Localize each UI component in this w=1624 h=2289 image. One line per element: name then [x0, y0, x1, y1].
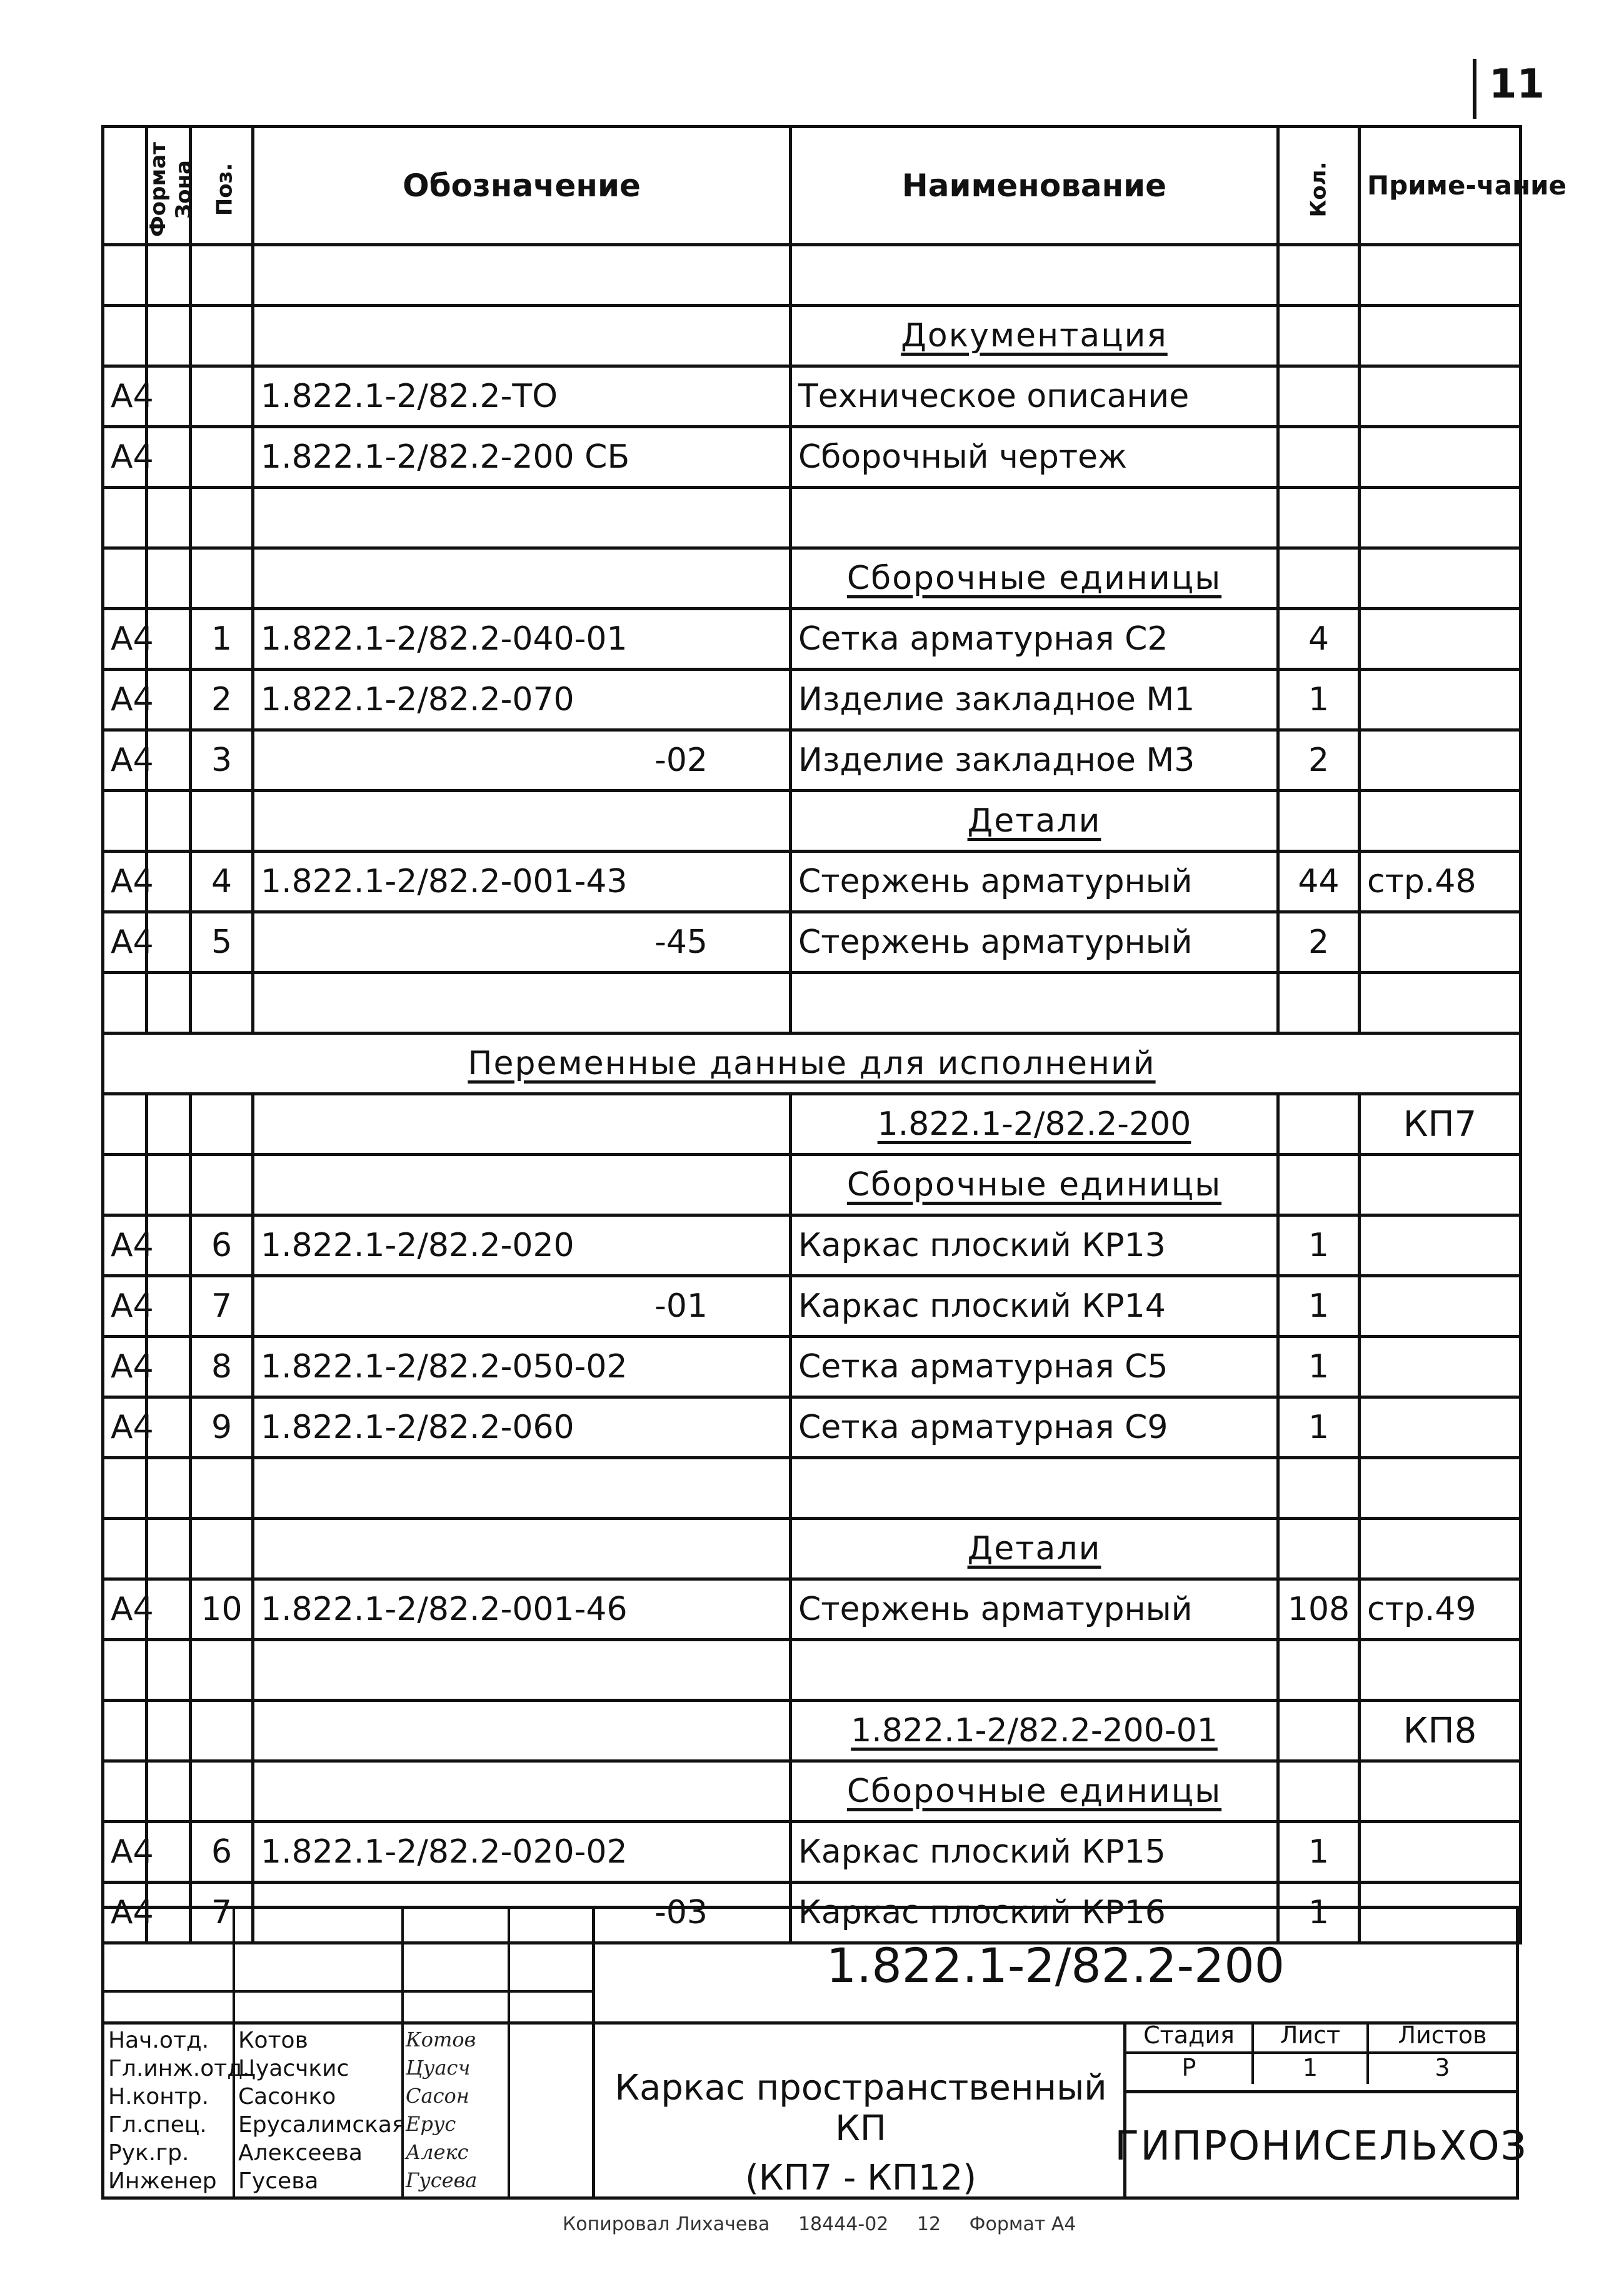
cell-zone	[147, 973, 191, 1034]
cell-qty	[1278, 1458, 1360, 1519]
cell-format: А4	[103, 1337, 147, 1397]
cell-note	[1360, 1761, 1521, 1822]
cell-designation: -02	[253, 730, 791, 791]
cell-note	[1360, 1458, 1521, 1519]
cell-pos: 9	[191, 1397, 253, 1458]
cell-note	[1360, 1640, 1521, 1701]
cell-qty: 1	[1278, 1276, 1360, 1337]
cell-qty	[1278, 1761, 1360, 1822]
variant-row	[103, 1094, 1521, 1155]
stage-label: Стадия	[1126, 2021, 1254, 2054]
footer-order: 18444-02	[798, 2213, 889, 2235]
title-block	[101, 1906, 1528, 2200]
cell-note	[1360, 973, 1521, 1034]
cell-pos	[191, 306, 253, 366]
cell-designation: 1.822.1-2/82.2-001-46	[253, 1579, 791, 1640]
cell-note: стр.49	[1360, 1579, 1521, 1640]
cell-format	[103, 1519, 147, 1579]
cell-name: Каркас плоский КР14	[791, 1276, 1278, 1337]
cell-format	[103, 973, 147, 1034]
header-format: Формат	[103, 127, 147, 245]
cell-pos	[191, 1458, 253, 1519]
table-row	[103, 912, 1521, 973]
sheet-value: 1	[1254, 2054, 1369, 2084]
sheet-number	[1473, 53, 1545, 121]
cell-zone	[147, 1094, 191, 1155]
cell-format	[103, 306, 147, 366]
cell-qty	[1278, 1640, 1360, 1701]
table-row	[103, 1276, 1521, 1337]
sheets-label: Листов	[1369, 2021, 1516, 2054]
cell-designation: -45	[253, 912, 791, 973]
sheet-number-text: 11	[1489, 61, 1545, 108]
cell-qty: 1	[1278, 1215, 1360, 1276]
stage-block	[1115, 2021, 1528, 2196]
table-row	[103, 609, 1521, 670]
cell-pos: 7	[191, 1883, 253, 1943]
cell-qty: 108	[1278, 1579, 1360, 1640]
cell-format: А4	[103, 427, 147, 488]
cell-qty: 2	[1278, 730, 1360, 791]
cell-designation	[253, 306, 791, 366]
cell-qty: 1	[1278, 1822, 1360, 1883]
cell-format: А4	[103, 1276, 147, 1337]
signature-role: Н.контр.	[108, 2084, 209, 2110]
cell-zone	[147, 1761, 191, 1822]
cell-name	[791, 1640, 1278, 1701]
cell-name: Изделие закладное М3	[791, 730, 1278, 791]
cell-qty	[1278, 1701, 1360, 1761]
cell-designation	[253, 1458, 791, 1519]
cell-format	[103, 1701, 147, 1761]
cell-qty	[1278, 366, 1360, 427]
document-code: 1.822.1-2/82.2-200	[592, 1909, 1516, 2025]
signature-row	[104, 2083, 592, 2114]
header-pos: Поз.	[191, 127, 253, 245]
cell-note	[1360, 488, 1521, 548]
cell-format: А4	[103, 1822, 147, 1883]
cell-designation: 1.822.1-2/82.2-040-01	[253, 609, 791, 670]
footer-format: Формат А4	[969, 2213, 1076, 2235]
cell-pos	[191, 1640, 253, 1701]
signature-role: Нач.отд.	[108, 2028, 209, 2053]
cell-note	[1360, 1397, 1521, 1458]
cell-note	[1360, 1337, 1521, 1397]
cell-zone	[147, 791, 191, 852]
footer-copied: Копировал Лихачева	[563, 2213, 770, 2235]
cell-designation	[253, 245, 791, 306]
cell-qty	[1278, 488, 1360, 548]
signature-row	[104, 2139, 592, 2170]
cell-designation: -03	[253, 1883, 791, 1943]
cell-pos	[191, 973, 253, 1034]
cell-pos: 6	[191, 1822, 253, 1883]
cell-designation	[253, 1640, 791, 1701]
cell-pos: 2	[191, 670, 253, 730]
variant-mark: КП7	[1360, 1094, 1521, 1155]
section-title: Сборочные единицы	[791, 548, 1278, 609]
cell-qty: 4	[1278, 609, 1360, 670]
cell-name: Каркас плоский КР15	[791, 1822, 1278, 1883]
cell-name	[791, 973, 1278, 1034]
cell-note	[1360, 1215, 1521, 1276]
cell-name: Сетка арматурная С5	[791, 1337, 1278, 1397]
cell-format: А4	[103, 1215, 147, 1276]
sheets-value: 3	[1435, 2054, 1450, 2081]
section-title: Детали	[791, 791, 1278, 852]
cell-qty	[1278, 306, 1360, 366]
cell-format	[103, 1094, 147, 1155]
cell-pos	[191, 1519, 253, 1579]
cell-pos: 3	[191, 730, 253, 791]
cell-note	[1360, 1822, 1521, 1883]
table-row	[103, 427, 1521, 488]
cell-note	[1360, 366, 1521, 427]
cell-qty	[1278, 427, 1360, 488]
section-title: Детали	[791, 1519, 1278, 1579]
cell-name: Сетка арматурная С2	[791, 609, 1278, 670]
signature-row	[104, 2026, 592, 2058]
header-designation: Обозначение	[253, 127, 791, 245]
section-row-wide	[103, 1034, 1521, 1094]
specification-table	[101, 125, 1566, 1944]
cell-pos: 6	[191, 1215, 253, 1276]
blank-row	[103, 973, 1521, 1034]
table-header-row	[103, 127, 1521, 245]
cell-designation	[253, 1155, 791, 1215]
cell-name: Каркас плоский КР13	[791, 1215, 1278, 1276]
blank-row	[103, 1458, 1521, 1519]
cell-format	[103, 1761, 147, 1822]
cell-pos	[191, 1155, 253, 1215]
cell-designation: 1.822.1-2/82.2-200 СБ	[253, 427, 791, 488]
cell-name	[791, 488, 1278, 548]
cell-format: А4	[103, 1397, 147, 1458]
cell-format: А4	[103, 852, 147, 912]
cell-qty: 1	[1278, 1397, 1360, 1458]
cell-pos: 1	[191, 609, 253, 670]
header-note: Приме-чание	[1360, 127, 1521, 245]
blank-row	[103, 1640, 1521, 1701]
signature-block	[104, 1909, 592, 2196]
section-title: Сборочные единицы	[791, 1761, 1278, 1822]
cell-designation: 1.822.1-2/82.2-060	[253, 1397, 791, 1458]
signature-name: Ерусалимская	[238, 2112, 406, 2138]
section-row	[103, 1519, 1521, 1579]
cell-pos	[191, 427, 253, 488]
signature-mark: Алекс	[406, 2140, 469, 2164]
cell-pos: 5	[191, 912, 253, 973]
signature-mark: Котов	[406, 2028, 476, 2051]
variant-mark: КП8	[1360, 1701, 1521, 1761]
cell-format: А4	[103, 912, 147, 973]
cell-name: Стержень арматурный	[791, 912, 1278, 973]
cell-format	[103, 1458, 147, 1519]
cell-designation	[253, 973, 791, 1034]
signature-row	[104, 2111, 592, 2142]
cell-note	[1360, 245, 1521, 306]
cell-note	[1360, 1519, 1521, 1579]
cell-designation: 1.822.1-2/82.2-070	[253, 670, 791, 730]
signature-role: Инженер	[108, 2168, 217, 2194]
cell-note	[1360, 791, 1521, 852]
cell-note	[1360, 730, 1521, 791]
variant-row	[103, 1701, 1521, 1761]
cell-format	[103, 548, 147, 609]
cell-format	[103, 791, 147, 852]
cell-note: стр.48	[1360, 852, 1521, 912]
blank-row	[103, 488, 1521, 548]
cell-qty: 1	[1278, 1883, 1360, 1943]
signature-row	[104, 2167, 592, 2198]
cell-qty	[1278, 1094, 1360, 1155]
cell-qty: 1	[1278, 670, 1360, 730]
table-row	[103, 1397, 1521, 1458]
cell-zone	[147, 1155, 191, 1215]
cell-qty	[1278, 1519, 1360, 1579]
table-body	[103, 245, 1521, 1943]
cell-designation	[253, 1761, 791, 1822]
cell-designation: 1.822.1-2/82.2-020	[253, 1215, 791, 1276]
signature-name: Сасонко	[238, 2084, 336, 2110]
table-row	[103, 730, 1521, 791]
section-row	[103, 548, 1521, 609]
variant-code: 1.822.1-2/82.2-200	[791, 1094, 1278, 1155]
table-row	[103, 1579, 1521, 1640]
footer-num: 12	[916, 2213, 941, 2235]
cell-note	[1360, 670, 1521, 730]
cell-designation: 1.822.1-2/82.2-020-02	[253, 1822, 791, 1883]
section-row	[103, 306, 1521, 366]
cell-note	[1360, 1276, 1521, 1337]
table-row	[103, 852, 1521, 912]
signature-name: Цуасчкис	[238, 2056, 349, 2081]
stage-value: Р	[1126, 2054, 1254, 2084]
header-qty: Кол.	[1278, 127, 1360, 245]
cell-designation: -01	[253, 1276, 791, 1337]
table-row	[103, 1822, 1521, 1883]
cell-pos	[191, 245, 253, 306]
signature-row	[104, 2055, 592, 2086]
cell-format: А4	[103, 366, 147, 427]
cell-note	[1360, 1155, 1521, 1215]
sheet-label: Лист	[1254, 2021, 1369, 2054]
signature-mark: Гусева	[406, 2168, 478, 2192]
cell-zone	[147, 1701, 191, 1761]
cell-pos: 10	[191, 1579, 253, 1640]
cell-name: Стержень арматурный	[791, 852, 1278, 912]
signature-role: Гл.инж.отд.	[108, 2056, 250, 2081]
cell-pos	[191, 548, 253, 609]
section-title: Документация	[791, 306, 1278, 366]
cell-pos	[191, 1094, 253, 1155]
signature-mark: Сасон	[406, 2084, 469, 2108]
title-line-2: (КП7 - КП12)	[744, 2158, 977, 2198]
cell-zone	[147, 488, 191, 548]
cell-designation	[253, 1519, 791, 1579]
cell-name	[791, 1458, 1278, 1519]
cell-designation	[253, 548, 791, 609]
cell-pos	[191, 366, 253, 427]
cell-format: А4	[103, 670, 147, 730]
cell-note	[1360, 609, 1521, 670]
cell-pos: 7	[191, 1276, 253, 1337]
section-title: Сборочные единицы	[791, 1155, 1278, 1215]
cell-pos	[191, 1701, 253, 1761]
cell-format	[103, 245, 147, 306]
cell-qty	[1278, 973, 1360, 1034]
cell-pos: 4	[191, 852, 253, 912]
table-row	[103, 1337, 1521, 1397]
cell-qty: 2	[1278, 912, 1360, 973]
cell-name	[791, 245, 1278, 306]
cell-zone	[147, 548, 191, 609]
cell-note	[1360, 912, 1521, 973]
header-name: Наименование	[791, 127, 1278, 245]
cell-qty: 1	[1278, 1337, 1360, 1397]
cell-name: Стержень арматурный	[791, 1579, 1278, 1640]
cell-pos	[191, 1761, 253, 1822]
footer	[563, 2213, 1313, 2235]
table-row	[103, 366, 1521, 427]
cell-note	[1360, 306, 1521, 366]
cell-zone	[147, 306, 191, 366]
wide-section-title: Переменные данные для исполнений	[103, 1034, 1521, 1094]
cell-format	[103, 1640, 147, 1701]
signature-name: Котов	[238, 2028, 308, 2053]
document-title	[592, 2021, 1126, 2196]
signature-role: Рук.гр.	[108, 2140, 189, 2166]
signature-mark: Ерус	[406, 2112, 456, 2136]
cell-qty	[1278, 1155, 1360, 1215]
cell-designation	[253, 1701, 791, 1761]
cell-pos: 8	[191, 1337, 253, 1397]
cell-note	[1360, 548, 1521, 609]
organization: ГИПРОНИСЕЛЬХОЗ	[1126, 2090, 1516, 2200]
cell-zone	[147, 1458, 191, 1519]
blank-row	[103, 245, 1521, 306]
signature-role: Гл.спец.	[108, 2112, 207, 2138]
section-row	[103, 791, 1521, 852]
cell-format	[103, 1155, 147, 1215]
cell-pos	[191, 791, 253, 852]
cell-designation	[253, 791, 791, 852]
cell-name: Каркас плоский КР16	[791, 1883, 1278, 1943]
cell-designation: 1.822.1-2/82.2-ТО	[253, 366, 791, 427]
signature-mark: Цуасч	[406, 2056, 471, 2080]
header-zone: Зона	[147, 127, 191, 245]
cell-name: Сетка арматурная С9	[791, 1397, 1278, 1458]
section-row	[103, 1761, 1521, 1822]
table-row	[103, 1215, 1521, 1276]
cell-format: А4	[103, 609, 147, 670]
cell-pos	[191, 488, 253, 548]
cell-format: А4	[103, 730, 147, 791]
cell-name: Сборочный чертеж	[791, 427, 1278, 488]
cell-zone	[147, 245, 191, 306]
variant-code: 1.822.1-2/82.2-200-01	[791, 1701, 1278, 1761]
cell-designation: 1.822.1-2/82.2-001-43	[253, 852, 791, 912]
cell-format: А4	[103, 1883, 147, 1943]
title-line-1: Каркас пространственный КП	[614, 2068, 1107, 2149]
cell-format	[103, 488, 147, 548]
signature-name: Алексеева	[238, 2140, 363, 2166]
cell-zone	[147, 1640, 191, 1701]
cell-designation	[253, 1094, 791, 1155]
cell-qty	[1278, 548, 1360, 609]
cell-designation: 1.822.1-2/82.2-050-02	[253, 1337, 791, 1397]
cell-zone	[147, 1519, 191, 1579]
cell-note	[1360, 427, 1521, 488]
cell-name: Изделие закладное М1	[791, 670, 1278, 730]
section-row	[103, 1155, 1521, 1215]
cell-qty	[1278, 791, 1360, 852]
cell-qty	[1278, 245, 1360, 306]
table-row	[103, 670, 1521, 730]
cell-qty: 44	[1278, 852, 1360, 912]
signature-name: Гусева	[238, 2168, 319, 2194]
cell-format: А4	[103, 1579, 147, 1640]
cell-designation	[253, 488, 791, 548]
cell-name: Техническое описание	[791, 366, 1278, 427]
